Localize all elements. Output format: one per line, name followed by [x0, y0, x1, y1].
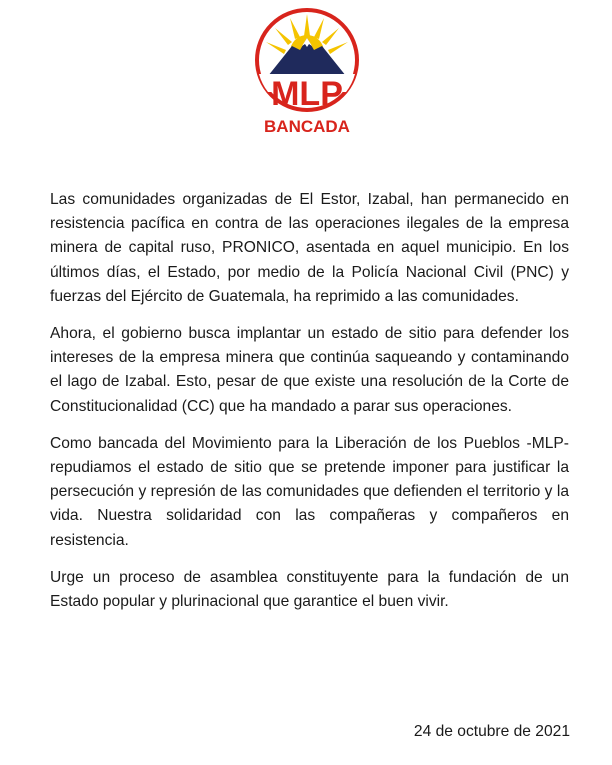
paragraph-1: Las comunidades organizadas de El Estor, Izabal, han permanecido en resistencia pacífica en contra de las operaciones ilegales de la empresa minera de capital ruso, PRONICO, asentada en aquel municipio. En los últimos días, el Estado, por medio de la Policía Nacional Civil (PNC) y fuerzas del Ejército de Guatemala, ha reprimido a las comunidades. [50, 191, 569, 305]
logo-acronym: MLP [271, 75, 343, 113]
mlp-emblem [250, 6, 364, 134]
statement-body [50, 188, 569, 627]
paragraph-4: Urge un proceso de asamblea constituyente para la fundación de un Estado popular y plurinacional que garantice el buen vivir. [50, 568, 569, 611]
statement-date: 24 de octubre de 2021 [413, 723, 570, 740]
paragraph-3: Como bancada del Movimiento para la Liberación de los Pueblos -MLP- repudiamos el estado de sitio que se pretende imponer para justificar la persecución y represión de las comunidades que defienden el territorio y la vida. Nuestra solidaridad con las compañeras y compañeros en resistencia. [50, 434, 569, 549]
logo-subtitle: BANCADA [264, 117, 350, 134]
mlp-logo [250, 6, 364, 134]
paragraph-2: Ahora, el gobierno busca implantar un estado de sitio para defender los intereses de la empresa minera que continúa saqueando y contaminando el lago de Izabal. Esto, pesar de que existe una resolución de la Corte de Constitucionalidad (CC) que ha mandado a parar sus operaciones. [50, 325, 569, 415]
